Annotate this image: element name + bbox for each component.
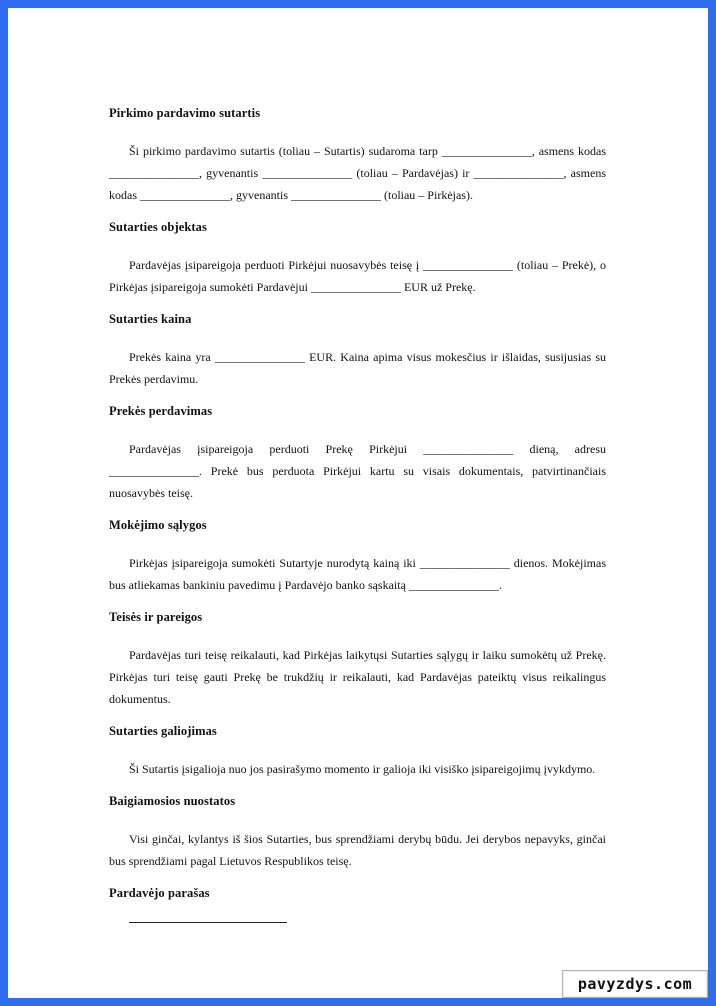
watermark-badge: pavyzdys.com <box>562 970 708 998</box>
intro-paragraph: Ši pirkimo pardavimo sutartis (toliau – Sutartis) sudaroma tarp _______________, asmens kodas _______________, gyvenantis _______________ (toliau – Pardavėjas) ir _______________, asmens kodas _______________, gyvenantis _______________ (toliau – Pirkėjas). <box>109 144 606 202</box>
section-text-delivery: Pardavėjas įsipareigoja perduoti Prekę Pirkėjui _______________ dieną, adresu _______________. Prekė bus perduota Pirkėjui kartu su visais dokumentais, patvirtinančiais nuosavybės teisę. <box>109 442 606 500</box>
section-text-rights: Pardavėjas turi teisę reikalauti, kad Pirkėjas laikytųsi Sutarties sąlygų ir laiku sumokėtų už Prekę. Pirkėjas turi teisę gauti Prekę be trukdžių ir reikalauti, kad Pardavėjas pateiktų visus reikalingus dokumentus. <box>109 648 606 706</box>
section-heading-delivery: Prekės perdavimas <box>109 404 213 418</box>
document-title: Pirkimo pardavimo sutartis <box>109 106 261 120</box>
section-heading-final: Baigiamosios nuostatos <box>109 794 236 808</box>
section-heading-payment: Mokėjimo sąlygos <box>109 518 207 532</box>
section-text-object: Pardavėjas įsipareigoja perduoti Pirkėjui nuosavybės teisę į _______________ (toliau – Prekė), o Pirkėjas įsipareigoja sumokėti Pardavėjui _______________ EUR už Prekę. <box>109 258 606 294</box>
document-page <box>8 8 708 998</box>
section-heading-rights: Teisės ir pareigos <box>109 610 203 624</box>
section-heading-validity: Sutarties galiojimas <box>109 724 217 738</box>
signature-heading: Pardavėjo parašas <box>109 886 210 900</box>
section-text-validity: Ši Sutartis įsigalioja nuo jos pasirašymo momento ir galioja iki visiško įsipareigojimų įvykdymo. <box>129 762 596 776</box>
document-content <box>109 104 606 923</box>
signature-line <box>129 922 287 923</box>
section-text-final: Visi ginčai, kylantys iš šios Sutarties, bus sprendžiami derybų būdu. Jei derybos nepavyks, ginčai bus sprendžiami pagal Lietuvos Respublikos teisę. <box>109 832 606 868</box>
section-text-price: Prekės kaina yra _______________ EUR. Kaina apima visus mokesčius ir išlaidas, susijusias su Prekės perdavimu. <box>109 350 606 386</box>
section-text-payment: Pirkėjas įsipareigoja sumokėti Sutartyje nurodytą kainą iki _______________ dienos. Mokėjimas bus atliekamas bankiniu pavedimu į Pardavėjo banko sąskaitą _______________. <box>109 556 606 592</box>
section-heading-object: Sutarties objektas <box>109 220 207 234</box>
section-heading-price: Sutarties kaina <box>109 312 192 326</box>
